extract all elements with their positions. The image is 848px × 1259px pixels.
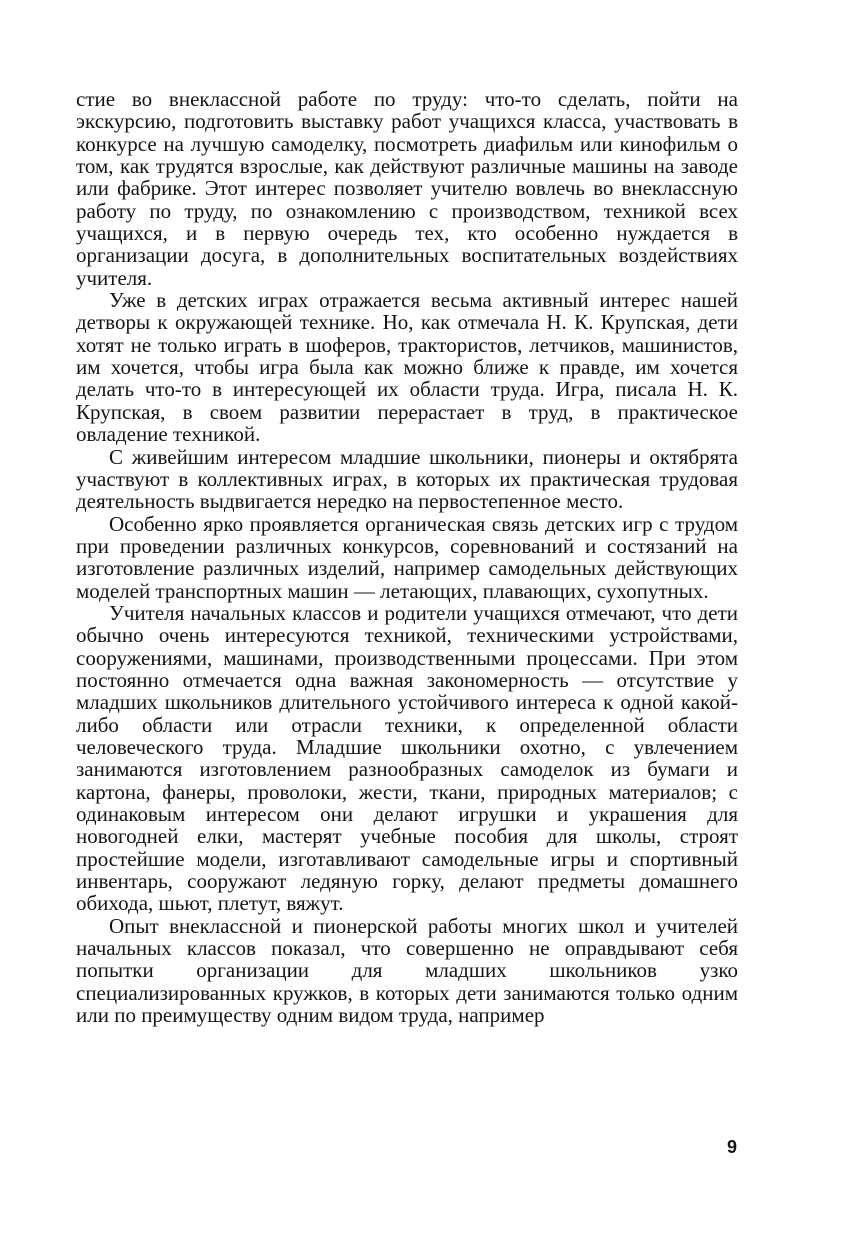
paragraph-children-games: Уже в детских играх отражается весьма активный интерес нашей детворы к окружающей технике. Но, как отмечала Н. К. Крупская, дети хотят не только играть в шоферов, трактористов, летчиков, машинистов, им хочется, чтобы игра была как можно ближе к правде, им хочется делать что-то в интересующей их области труда. Игра, писала Н. К. Крупская, в своем развитии перерастает в труд, в практическое овладение техникой. <box>76 288 738 447</box>
paragraph-pioneer-experience: Опыт внеклассной и пионерской работы многих школ и учителей начальных классов показал, что совершенно не оправдывают себя попытки организации для младших школьников узко специализированных кружков, в которых дети занимаются только одним или по преимуществу одним видом труда, например <box>76 913 738 1028</box>
body-text <box>76 88 738 1026</box>
paragraph-continued: стие во внеклассной работе по труду: что-то сделать, пойти на экскурсию, подготовить выставку работ учащихся класса, участвовать в конкурсе на лучшую самоделку, посмотреть диафильм или кинофильм о том, как трудятся взрослые, как действуют различные машины на заводе или фабрике. Этот интерес позволяет учителю вовлечь во внеклассную работу по труду, по ознакомлению с производством, техникой всех учащихся, и в первую очередь тех, кто особенно нуждается в организации досуга, в дополнительных воспитательных воздействиях учителя. <box>76 87 738 290</box>
paragraph-collective-games: С живейшим интересом младшие школьники, пионеры и октябрята участвуют в коллективных играх, в которых их практическая трудовая деятельность выдвигается нередко на первостепенное место. <box>76 444 738 514</box>
paragraph-teachers-observations: Учителя начальных классов и родители учащихся отмечают, что дети обычно очень интересуются техникой, техническими устройствами, сооружениями, машинами, производственными процессами. При этом постоянно отмечается одна важная закономерность — отсутствие у младших школьников длительного устойчивого интереса к одной какой-либо области или отрасли техники, к определенной области человеческого труда. Младшие школьники охотно, с увлечением занимаются изготовлением разнообразных самоделок из бумаги и картона, фанеры, проволоки, жести, ткани, природных материалов; с одинаковым интересом они делают игрушки и украшения для новогодней елки, мастерят учебные пособия для школы, строят простейшие модели, изготавливают самодельные игры и спортивный инвентарь, сооружают ледяную горку, делают предметы домашнего обихода, шьют, плетут, вяжут. <box>76 600 738 916</box>
paragraph-contests: Особенно ярко проявляется органическая связь детских игр с трудом при проведении различных конкурсов, соревнований и состязаний на изготовление различных изделий, например самодельных действующих моделей транспортных машин — летающих, плавающих, сухопутных. <box>76 511 738 603</box>
page-number: 9 <box>727 1137 738 1157</box>
